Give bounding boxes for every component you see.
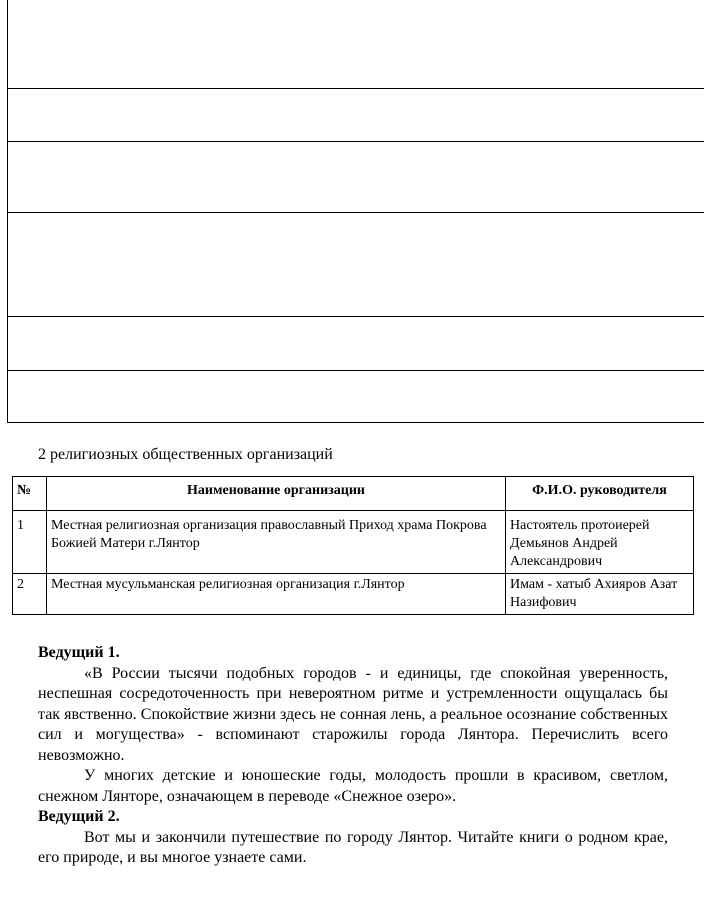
speech-text bbox=[38, 643, 668, 869]
cell-num: 1 bbox=[13, 511, 47, 574]
table-caption: 2 религиозных общественных организаций bbox=[38, 446, 333, 463]
table-row-divider bbox=[8, 370, 704, 371]
table-header-row bbox=[13, 477, 694, 511]
header-name: Наименование организации bbox=[47, 477, 506, 511]
header-num: № bbox=[13, 477, 47, 511]
organizations-table bbox=[12, 476, 694, 615]
cell-name: Местная религиозная организация православный Приход храма Покрова Божией Матери г.Лянтор bbox=[47, 511, 506, 574]
cell-num: 2 bbox=[13, 574, 47, 615]
cell-head: Настоятель протоиерей Демьянов Андрей Александрович bbox=[506, 511, 694, 574]
speaker-heading-1: Ведущий 1. bbox=[38, 644, 120, 661]
table-row bbox=[13, 511, 694, 574]
speech-paragraph: «В России тысячи подобных городов - и единицы, где спокойная уверенность, неспешная сосредоточенность при невероятном ритме и устремленности ощущалась бы так явственно. Спокойствие жизни здесь не сонная лень, а реальное осознание собственных сил и могущества» - вспоминают старожилы города Лянтора. Перечислить всего невозможно. bbox=[38, 664, 668, 764]
table-row-divider bbox=[8, 316, 704, 317]
empty-table-top bbox=[7, 0, 704, 423]
table-row-divider bbox=[8, 141, 704, 142]
header-head: Ф.И.О. руководителя bbox=[506, 477, 694, 511]
table-row-divider bbox=[8, 212, 704, 213]
table-row-divider bbox=[8, 88, 704, 89]
cell-head: Имам - хатыб Ахияров Азат Назифович bbox=[506, 574, 694, 615]
speech-paragraph: У многих детские и юношеские годы, молодость прошли в красивом, светлом, снежном Лянторе, означающем в переводе «Снежное озеро». bbox=[38, 767, 668, 805]
speech-paragraph: Вот мы и закончили путешествие по городу Лянтор. Читайте книги о родном крае, его природе, и вы многое узнаете сами. bbox=[38, 828, 668, 866]
speaker-heading-2: Ведущий 2. bbox=[38, 808, 120, 825]
cell-name: Местная мусульманская религиозная организация г.Лянтор bbox=[47, 574, 506, 615]
table-row bbox=[13, 574, 694, 615]
